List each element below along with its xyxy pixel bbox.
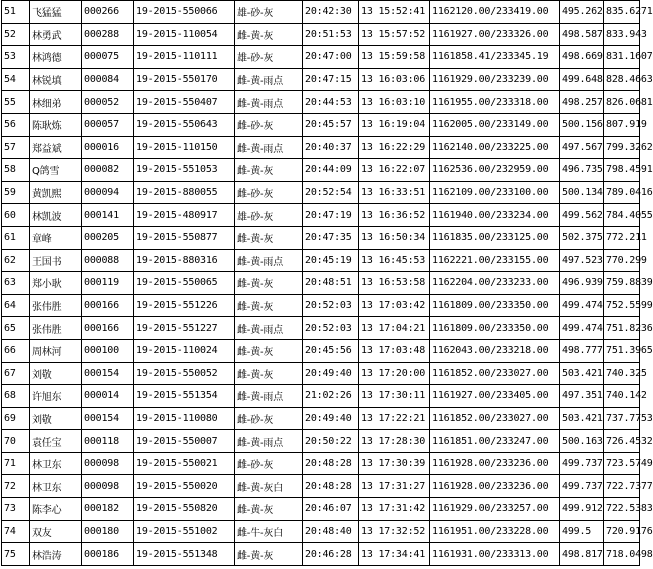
distance-cell: 499.737	[560, 452, 604, 475]
member-id-cell: 000154	[82, 407, 134, 430]
name-cell: 陈李心	[30, 498, 82, 521]
name-cell: 郑益斌	[30, 136, 82, 159]
table-row	[2, 294, 640, 317]
table-row	[2, 430, 640, 453]
color-cell: 雌-黄-灰	[235, 23, 303, 46]
color-cell: 雌-黄-雨点	[235, 136, 303, 159]
speed-cell: 751.3965	[604, 339, 640, 362]
name-cell: 郑小耿	[30, 272, 82, 295]
arrival-time-cell: 13 17:32:52	[359, 520, 430, 543]
release-time-cell: 20:47:15	[303, 68, 359, 91]
member-id-cell: 000084	[82, 68, 134, 91]
distance-cell: 498.587	[560, 23, 604, 46]
release-time-cell: 20:45:19	[303, 249, 359, 272]
ring-number-cell: 19-2015-110054	[134, 23, 235, 46]
rank-cell: 69	[2, 407, 30, 430]
member-id-cell: 000141	[82, 204, 134, 227]
release-time-cell: 20:42:30	[303, 1, 359, 24]
distance-cell: 499.474	[560, 317, 604, 340]
color-cell: 雄-砂-灰	[235, 204, 303, 227]
coordinates-cell: 1161927.00/233326.00	[430, 23, 560, 46]
arrival-time-cell: 13 15:57:52	[359, 23, 430, 46]
member-id-cell: 000094	[82, 181, 134, 204]
release-time-cell: 20:52:54	[303, 181, 359, 204]
rank-cell: 75	[2, 543, 30, 566]
distance-cell: 499.5	[560, 520, 604, 543]
rank-cell: 65	[2, 317, 30, 340]
speed-cell: 798.4591	[604, 159, 640, 182]
results-table-body	[2, 1, 653, 566]
ring-number-cell: 19-2015-551227	[134, 317, 235, 340]
color-cell: 雌-黄-灰	[235, 272, 303, 295]
coordinates-cell: 1162204.00/233233.00	[430, 272, 560, 295]
ring-number-cell: 19-2015-480917	[134, 204, 235, 227]
name-cell: 飞猛猛	[30, 1, 82, 24]
ring-number-cell: 19-2015-550007	[134, 430, 235, 453]
color-cell: 雌-黄-灰	[235, 294, 303, 317]
speed-cell: 799.3262	[604, 136, 640, 159]
rank-cell: 53	[2, 46, 30, 69]
arrival-time-cell: 13 17:22:21	[359, 407, 430, 430]
rank-cell: 59	[2, 181, 30, 204]
speed-cell: 726.4532	[604, 430, 640, 453]
ring-number-cell: 19-2015-550020	[134, 475, 235, 498]
member-id-cell: 000075	[82, 46, 134, 69]
speed-cell: 722.5383	[604, 498, 640, 521]
distance-cell: 499.562	[560, 204, 604, 227]
table-row	[2, 543, 640, 566]
member-id-cell: 000205	[82, 226, 134, 249]
speed-cell: 720.9176	[604, 520, 640, 543]
coordinates-cell: 1161928.00/233236.00	[430, 452, 560, 475]
member-id-cell: 000266	[82, 1, 134, 24]
speed-cell: 772.211	[604, 226, 640, 249]
release-time-cell: 20:49:40	[303, 407, 359, 430]
ring-number-cell: 19-2015-551226	[134, 294, 235, 317]
ring-number-cell: 19-2015-110024	[134, 339, 235, 362]
color-cell: 雄-砂-灰	[235, 46, 303, 69]
distance-cell: 499.912	[560, 498, 604, 521]
release-time-cell: 20:48:40	[303, 520, 359, 543]
distance-cell: 500.156	[560, 113, 604, 136]
color-cell: 雌-黄-雨点	[235, 317, 303, 340]
color-cell: 雌-砂-灰	[235, 407, 303, 430]
distance-cell: 499.737	[560, 475, 604, 498]
rank-cell: 71	[2, 452, 30, 475]
table-row	[2, 452, 640, 475]
coordinates-cell: 1161940.00/233234.00	[430, 204, 560, 227]
name-cell: 张伟胜	[30, 317, 82, 340]
table-row	[2, 181, 640, 204]
name-cell: 林细弟	[30, 91, 82, 114]
coordinates-cell: 1161929.00/233239.00	[430, 68, 560, 91]
ring-number-cell: 19-2015-550065	[134, 272, 235, 295]
coordinates-cell: 1161852.00/233027.00	[430, 407, 560, 430]
table-row	[2, 475, 640, 498]
ring-number-cell: 19-2015-110080	[134, 407, 235, 430]
member-id-cell: 000098	[82, 475, 134, 498]
distance-cell: 497.351	[560, 385, 604, 408]
coordinates-cell: 1161929.00/233257.00	[430, 498, 560, 521]
distance-cell: 500.134	[560, 181, 604, 204]
rank-cell: 66	[2, 339, 30, 362]
release-time-cell: 20:49:40	[303, 362, 359, 385]
color-cell: 雌-黄-灰	[235, 159, 303, 182]
rank-cell: 68	[2, 385, 30, 408]
arrival-time-cell: 13 17:03:48	[359, 339, 430, 362]
ring-number-cell: 19-2015-550643	[134, 113, 235, 136]
speed-cell: 737.7753	[604, 407, 640, 430]
rank-cell: 64	[2, 294, 30, 317]
table-row	[2, 23, 640, 46]
rank-cell: 54	[2, 68, 30, 91]
coordinates-cell: 1162221.00/233155.00	[430, 249, 560, 272]
color-cell: 雌-黄-灰	[235, 339, 303, 362]
arrival-time-cell: 13 16:53:58	[359, 272, 430, 295]
member-id-cell: 000100	[82, 339, 134, 362]
member-id-cell: 000288	[82, 23, 134, 46]
release-time-cell: 20:47:00	[303, 46, 359, 69]
distance-cell: 498.817	[560, 543, 604, 566]
table-row	[2, 272, 640, 295]
distance-cell: 496.735	[560, 159, 604, 182]
table-row	[2, 226, 640, 249]
member-id-cell: 000057	[82, 113, 134, 136]
speed-cell: 770.299	[604, 249, 640, 272]
coordinates-cell: 1162005.00/233149.00	[430, 113, 560, 136]
distance-cell: 498.257	[560, 91, 604, 114]
coordinates-cell: 1161928.00/233236.00	[430, 475, 560, 498]
ring-number-cell: 19-2015-550066	[134, 1, 235, 24]
coordinates-cell: 1161852.00/233027.00	[430, 362, 560, 385]
release-time-cell: 20:44:53	[303, 91, 359, 114]
speed-cell: 789.0416	[604, 181, 640, 204]
name-cell: 林锐填	[30, 68, 82, 91]
distance-cell: 496.939	[560, 272, 604, 295]
rank-cell: 67	[2, 362, 30, 385]
color-cell: 雌-黄-灰白	[235, 475, 303, 498]
table-row	[2, 113, 640, 136]
speed-cell: 828.4663	[604, 68, 640, 91]
name-cell: 双友	[30, 520, 82, 543]
table-row	[2, 204, 640, 227]
ring-number-cell: 19-2015-551354	[134, 385, 235, 408]
rank-cell: 62	[2, 249, 30, 272]
table-row	[2, 68, 640, 91]
coordinates-cell: 1161809.00/233350.00	[430, 317, 560, 340]
color-cell: 雌-黄-灰	[235, 543, 303, 566]
table-row	[2, 520, 640, 543]
member-id-cell: 000180	[82, 520, 134, 543]
distance-cell: 503.421	[560, 407, 604, 430]
speed-cell: 835.6271	[604, 1, 640, 24]
ring-number-cell: 19-2015-550820	[134, 498, 235, 521]
member-id-cell: 000014	[82, 385, 134, 408]
color-cell: 雌-黄-雨点	[235, 68, 303, 91]
coordinates-cell: 1161951.00/233228.00	[430, 520, 560, 543]
name-cell: 刘敬	[30, 362, 82, 385]
coordinates-cell: 1162109.00/233100.00	[430, 181, 560, 204]
name-cell: 林勇武	[30, 23, 82, 46]
ring-number-cell: 19-2015-551002	[134, 520, 235, 543]
color-cell: 雌-砂-灰	[235, 113, 303, 136]
release-time-cell: 20:46:28	[303, 543, 359, 566]
color-cell: 雌-黄-雨点	[235, 249, 303, 272]
name-cell: 袁任宝	[30, 430, 82, 453]
speed-cell: 826.0681	[604, 91, 640, 114]
distance-cell: 499.648	[560, 68, 604, 91]
table-row	[2, 249, 640, 272]
distance-cell: 498.669	[560, 46, 604, 69]
rank-cell: 61	[2, 226, 30, 249]
color-cell: 雌-黄-雨点	[235, 385, 303, 408]
member-id-cell: 000119	[82, 272, 134, 295]
rank-cell: 58	[2, 159, 30, 182]
rank-cell: 74	[2, 520, 30, 543]
ring-number-cell: 19-2015-550407	[134, 91, 235, 114]
rank-cell: 51	[2, 1, 30, 24]
member-id-cell: 000098	[82, 452, 134, 475]
name-cell: 黄凯熙	[30, 181, 82, 204]
speed-cell: 752.5599	[604, 294, 640, 317]
rank-cell: 73	[2, 498, 30, 521]
table-row	[2, 339, 640, 362]
distance-cell: 497.523	[560, 249, 604, 272]
ring-number-cell: 19-2015-880055	[134, 181, 235, 204]
name-cell: 许旭东	[30, 385, 82, 408]
table-row	[2, 317, 640, 340]
name-cell: 周林河	[30, 339, 82, 362]
member-id-cell: 000166	[82, 294, 134, 317]
arrival-time-cell: 13 16:22:07	[359, 159, 430, 182]
release-time-cell: 20:45:56	[303, 339, 359, 362]
speed-cell: 740.142	[604, 385, 640, 408]
coordinates-cell: 1161851.00/233247.00	[430, 430, 560, 453]
ring-number-cell: 19-2015-550021	[134, 452, 235, 475]
distance-cell: 497.567	[560, 136, 604, 159]
arrival-time-cell: 13 17:34:41	[359, 543, 430, 566]
arrival-time-cell: 13 16:19:04	[359, 113, 430, 136]
coordinates-cell: 1161927.00/233405.00	[430, 385, 560, 408]
name-cell: 林卫东	[30, 452, 82, 475]
name-cell: 张伟胜	[30, 294, 82, 317]
coordinates-cell: 1162140.00/233225.00	[430, 136, 560, 159]
member-id-cell: 000186	[82, 543, 134, 566]
release-time-cell: 20:48:28	[303, 475, 359, 498]
name-cell: 刘敬	[30, 407, 82, 430]
ring-number-cell: 19-2015-550877	[134, 226, 235, 249]
arrival-time-cell: 13 15:52:41	[359, 1, 430, 24]
coordinates-cell: 1161858.41/233345.19	[430, 46, 560, 69]
arrival-time-cell: 13 17:28:30	[359, 430, 430, 453]
member-id-cell: 000166	[82, 317, 134, 340]
color-cell: 雌-黄-雨点	[235, 430, 303, 453]
table-row	[2, 136, 640, 159]
color-cell: 雌-砂-灰	[235, 181, 303, 204]
table-row	[2, 159, 640, 182]
release-time-cell: 20:52:03	[303, 294, 359, 317]
speed-cell: 784.4055	[604, 204, 640, 227]
color-cell: 雌-黄-灰	[235, 362, 303, 385]
name-cell: 王国书	[30, 249, 82, 272]
coordinates-cell: 1162043.00/233218.00	[430, 339, 560, 362]
table-row	[2, 91, 640, 114]
member-id-cell: 000154	[82, 362, 134, 385]
ring-number-cell: 19-2015-551348	[134, 543, 235, 566]
member-id-cell: 000182	[82, 498, 134, 521]
distance-cell: 502.375	[560, 226, 604, 249]
distance-cell: 499.474	[560, 294, 604, 317]
speed-cell: 751.8236	[604, 317, 640, 340]
color-cell: 雄-砂-灰	[235, 1, 303, 24]
coordinates-cell: 1161809.00/233350.00	[430, 294, 560, 317]
table-row	[2, 385, 640, 408]
table-row	[2, 1, 640, 24]
rank-cell: 57	[2, 136, 30, 159]
release-time-cell: 20:45:57	[303, 113, 359, 136]
speed-cell: 740.325	[604, 362, 640, 385]
distance-cell: 495.262	[560, 1, 604, 24]
arrival-time-cell: 13 17:30:11	[359, 385, 430, 408]
coordinates-cell: 1161931.00/233313.00	[430, 543, 560, 566]
ring-number-cell: 19-2015-110111	[134, 46, 235, 69]
coordinates-cell: 1161955.00/233318.00	[430, 91, 560, 114]
release-time-cell: 21:02:26	[303, 385, 359, 408]
speed-cell: 833.943	[604, 23, 640, 46]
member-id-cell: 000016	[82, 136, 134, 159]
arrival-time-cell: 13 17:03:42	[359, 294, 430, 317]
speed-cell: 831.1607	[604, 46, 640, 69]
rank-cell: 56	[2, 113, 30, 136]
arrival-time-cell: 13 16:45:53	[359, 249, 430, 272]
ring-number-cell: 19-2015-551053	[134, 159, 235, 182]
color-cell: 雌-黄-雨点	[235, 91, 303, 114]
speed-cell: 718.0498	[604, 543, 640, 566]
rank-cell: 63	[2, 272, 30, 295]
arrival-time-cell: 13 16:03:06	[359, 68, 430, 91]
rank-cell: 55	[2, 91, 30, 114]
distance-cell: 503.421	[560, 362, 604, 385]
member-id-cell: 000118	[82, 430, 134, 453]
distance-cell: 498.777	[560, 339, 604, 362]
color-cell: 雌-砂-灰	[235, 452, 303, 475]
member-id-cell: 000088	[82, 249, 134, 272]
release-time-cell: 20:40:37	[303, 136, 359, 159]
release-time-cell: 20:48:51	[303, 272, 359, 295]
arrival-time-cell: 13 17:31:42	[359, 498, 430, 521]
name-cell: 林鸿德	[30, 46, 82, 69]
table-row	[2, 498, 640, 521]
rank-cell: 52	[2, 23, 30, 46]
release-time-cell: 20:48:28	[303, 452, 359, 475]
color-cell: 雌-牛-灰白	[235, 520, 303, 543]
name-cell: 章峰	[30, 226, 82, 249]
color-cell: 雌-黄-灰	[235, 226, 303, 249]
ring-number-cell: 19-2015-550052	[134, 362, 235, 385]
release-time-cell: 20:44:09	[303, 159, 359, 182]
arrival-time-cell: 13 16:33:51	[359, 181, 430, 204]
release-time-cell: 20:51:53	[303, 23, 359, 46]
ring-number-cell: 19-2015-110150	[134, 136, 235, 159]
table-row	[2, 46, 640, 69]
arrival-time-cell: 13 16:36:52	[359, 204, 430, 227]
release-time-cell: 20:47:35	[303, 226, 359, 249]
name-cell: 林凯波	[30, 204, 82, 227]
rank-cell: 70	[2, 430, 30, 453]
ring-number-cell: 19-2015-550170	[134, 68, 235, 91]
results-table	[1, 0, 653, 566]
release-time-cell: 20:47:19	[303, 204, 359, 227]
arrival-time-cell: 13 16:03:10	[359, 91, 430, 114]
speed-cell: 722.7377	[604, 475, 640, 498]
arrival-time-cell: 13 16:22:29	[359, 136, 430, 159]
speed-cell: 807.919	[604, 113, 640, 136]
release-time-cell: 20:46:07	[303, 498, 359, 521]
name-cell: 林卫东	[30, 475, 82, 498]
coordinates-cell: 1162120.00/233419.00	[430, 1, 560, 24]
arrival-time-cell: 13 15:59:58	[359, 46, 430, 69]
rank-cell: 60	[2, 204, 30, 227]
member-id-cell: 000052	[82, 91, 134, 114]
arrival-time-cell: 13 17:31:27	[359, 475, 430, 498]
coordinates-cell: 1162536.00/232959.00	[430, 159, 560, 182]
color-cell: 雌-黄-灰	[235, 498, 303, 521]
arrival-time-cell: 13 17:20:00	[359, 362, 430, 385]
arrival-time-cell: 13 16:50:34	[359, 226, 430, 249]
arrival-time-cell: 13 17:04:21	[359, 317, 430, 340]
speed-cell: 723.5749	[604, 452, 640, 475]
name-cell: Q鸽雪	[30, 159, 82, 182]
table-row	[2, 362, 640, 385]
table-row	[2, 407, 640, 430]
release-time-cell: 20:50:22	[303, 430, 359, 453]
distance-cell: 500.163	[560, 430, 604, 453]
rank-cell: 72	[2, 475, 30, 498]
name-cell: 陈耿炼	[30, 113, 82, 136]
speed-cell: 759.8839	[604, 272, 640, 295]
release-time-cell: 20:52:03	[303, 317, 359, 340]
ring-number-cell: 19-2015-880316	[134, 249, 235, 272]
coordinates-cell: 1161835.00/233125.00	[430, 226, 560, 249]
arrival-time-cell: 13 17:30:39	[359, 452, 430, 475]
member-id-cell: 000082	[82, 159, 134, 182]
name-cell: 林浩涛	[30, 543, 82, 566]
